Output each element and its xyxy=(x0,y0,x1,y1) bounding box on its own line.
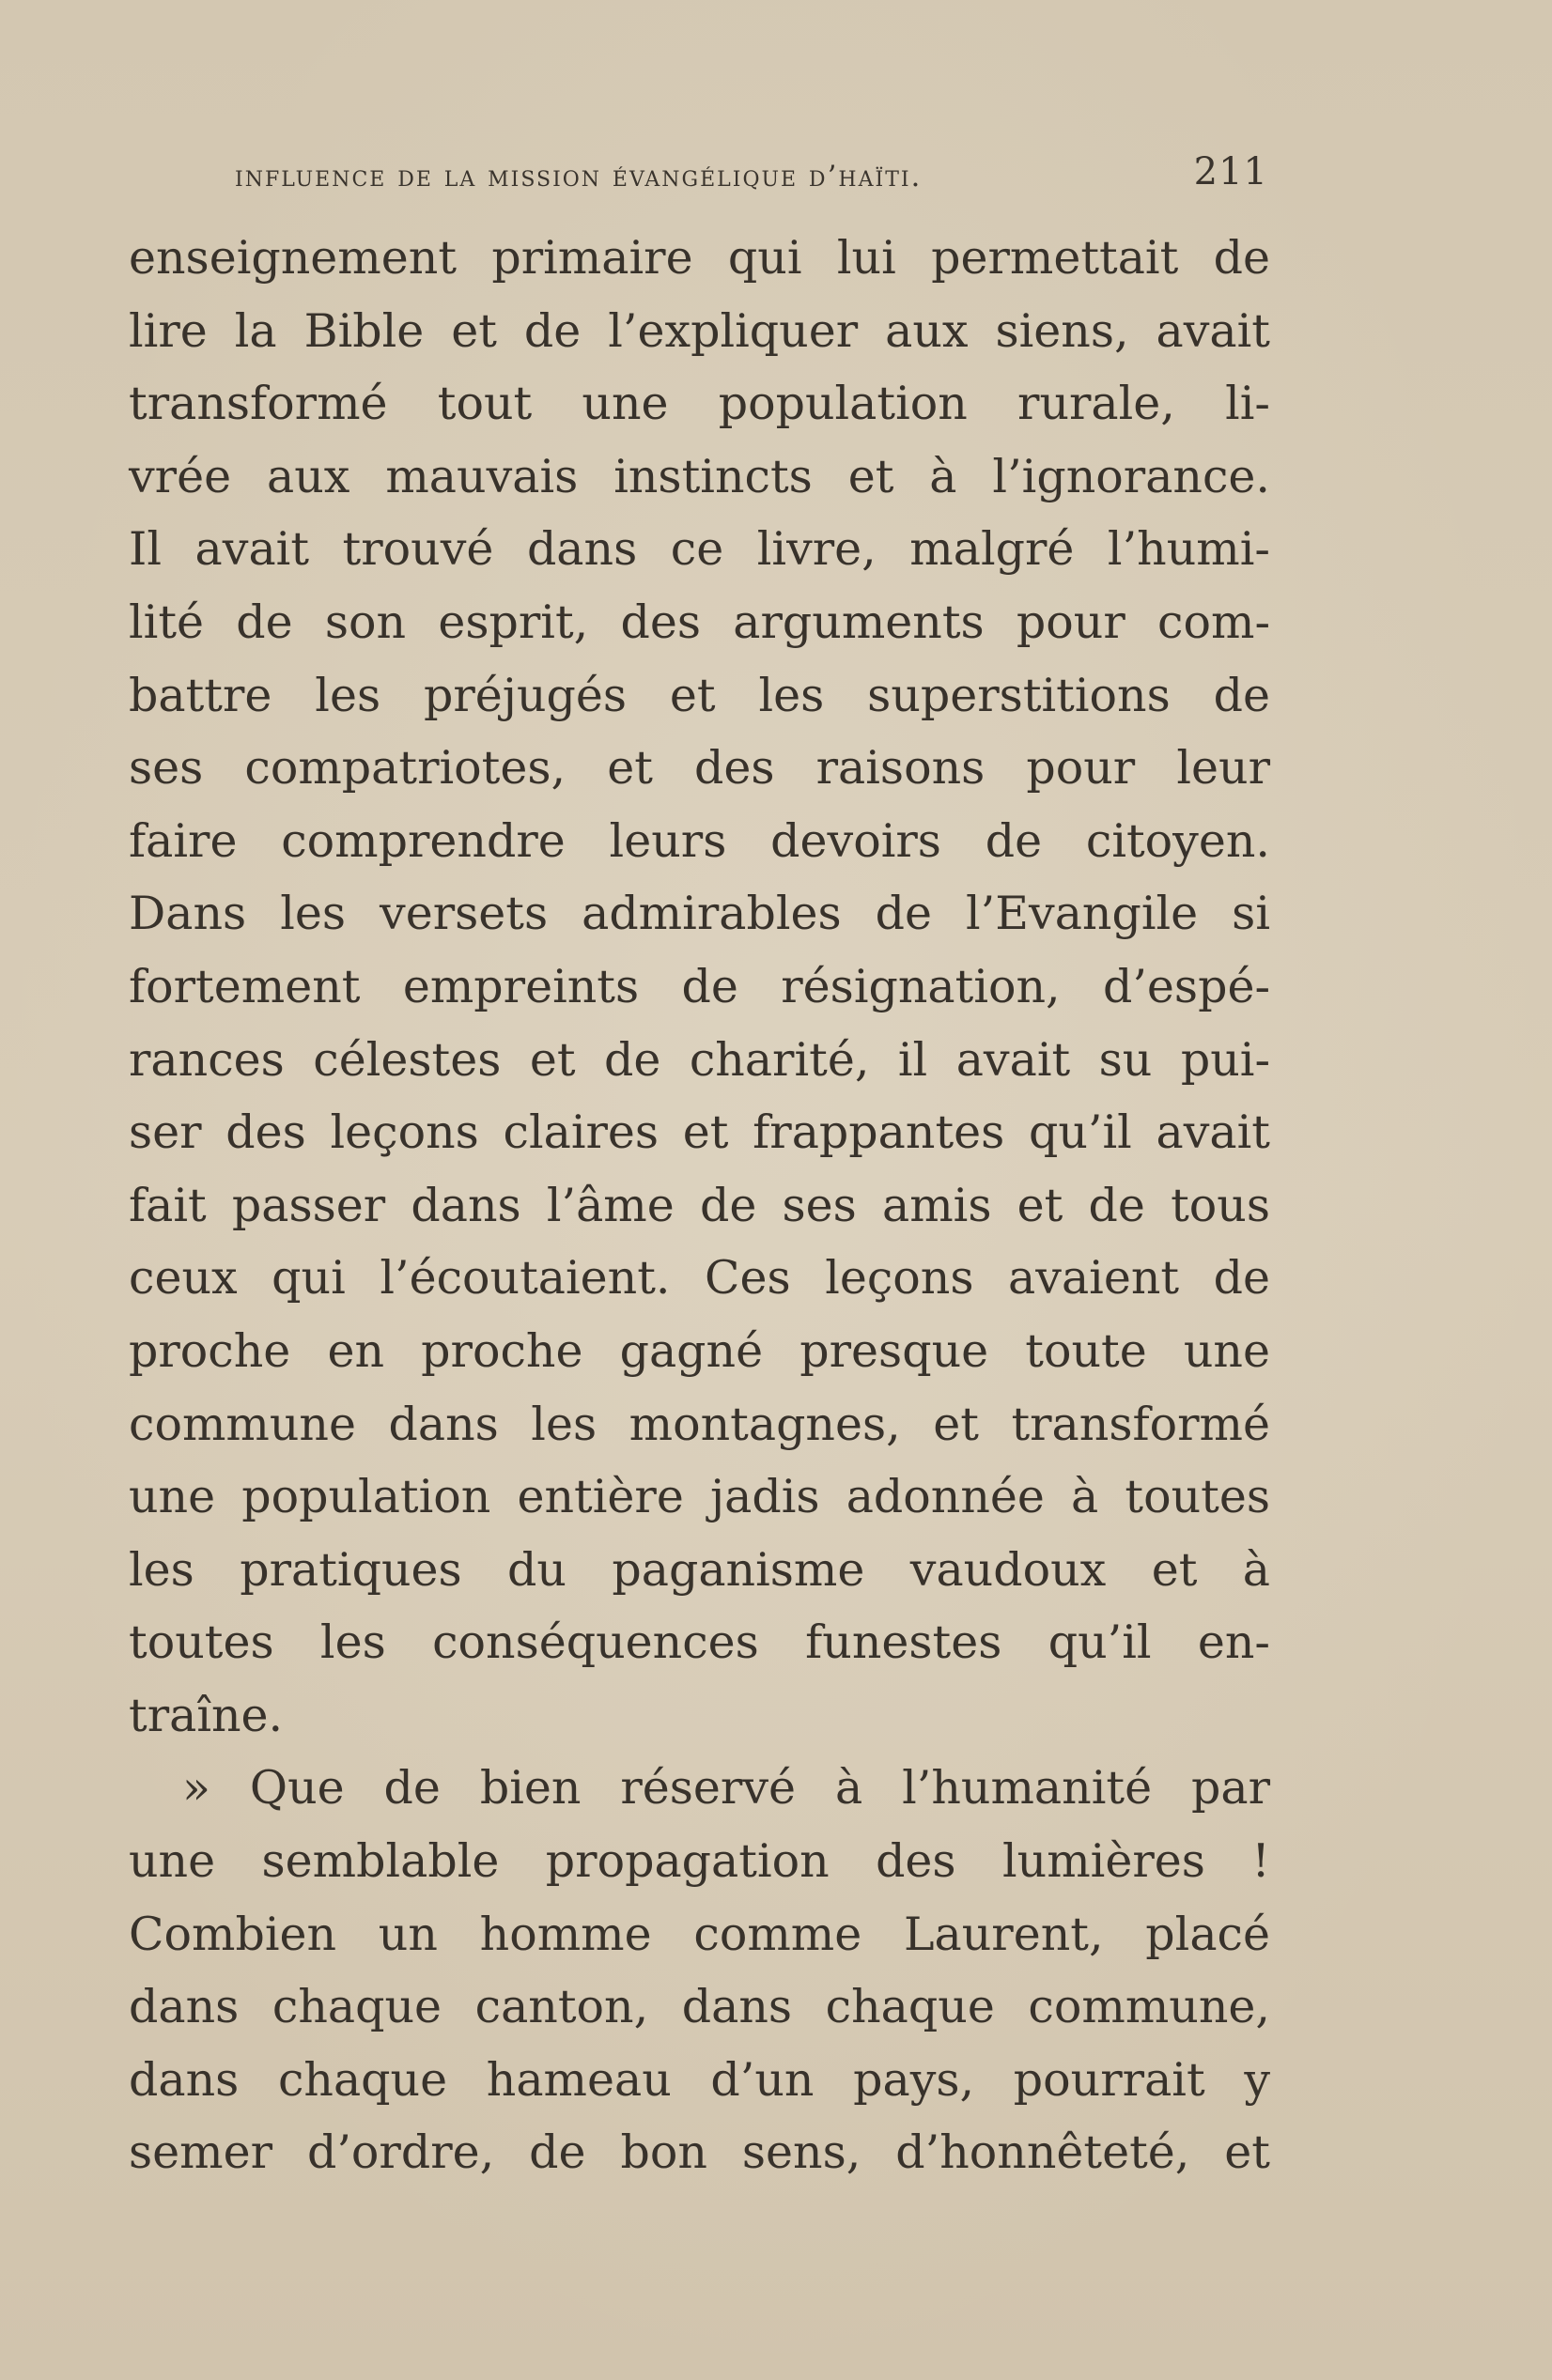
text-line: transformé tout une population rurale, li- xyxy=(129,377,1270,431)
text-line: dans chaque canton, dans chaque commune, xyxy=(129,1980,1270,2034)
paragraph-start-line: » Que de bien réservé à l’humanité par xyxy=(182,1761,1270,1816)
text-line: vrée aux mauvais instincts et à l’ignorance. xyxy=(129,449,1270,503)
text-line: ses compatriotes, et des raisons pour leur xyxy=(129,741,1270,796)
running-title: influence de la mission évangélique d’haïti. xyxy=(235,160,923,193)
text-line: Combien un homme comme Laurent, placé xyxy=(129,1907,1270,1961)
text-line: toutes les conséquences funestes qu’il en- xyxy=(129,1615,1270,1670)
text-line: une semblable propagation des lumières ! xyxy=(129,1834,1270,1889)
text-line: fortement empreints de résignation, d’espé- xyxy=(129,959,1270,1013)
text-line: ceux qui l’écoutaient. Ces leçons avaient de xyxy=(129,1251,1270,1306)
text-line: battre les préjugés et les superstitions de xyxy=(129,668,1270,722)
text-line: commune dans les montagnes, et transformé xyxy=(129,1397,1270,1451)
paragraph-end-line: traîne. xyxy=(129,1688,284,1742)
text-line: faire comprendre leurs devoirs de citoyen. xyxy=(129,813,1270,868)
page-number: 211 xyxy=(1193,150,1268,193)
text-line: proche en proche gagné presque toute une xyxy=(129,1323,1270,1378)
text-line: lité de son esprit, des arguments pour com- xyxy=(129,595,1270,649)
text-line: Dans les versets admirables de l’Evangile si xyxy=(129,887,1270,941)
text-line: lire la Bible et de l’expliquer aux siens, avait xyxy=(129,303,1270,358)
running-head xyxy=(235,150,1268,203)
text-line: ser des leçons claires et frappantes qu’il avait xyxy=(129,1105,1270,1160)
body-text xyxy=(129,222,1270,2189)
text-line: une population entière jadis adonnée à toutes xyxy=(129,1470,1270,1524)
text-line: rances célestes et de charité, il avait su pui- xyxy=(129,1032,1270,1087)
text-line: enseignement primaire qui lui permettait de xyxy=(129,231,1270,285)
text-line: semer d’ordre, de bon sens, d’honnêteté, et xyxy=(129,2125,1270,2180)
text-line: fait passer dans l’âme de ses amis et de tous xyxy=(129,1178,1270,1232)
text-line: les pratiques du paganisme vaudoux et à xyxy=(129,1542,1270,1597)
text-line: Il avait trouvé dans ce livre, malgré l’humi- xyxy=(129,522,1270,577)
text-line: dans chaque hameau d’un pays, pourrait y xyxy=(129,2052,1270,2107)
